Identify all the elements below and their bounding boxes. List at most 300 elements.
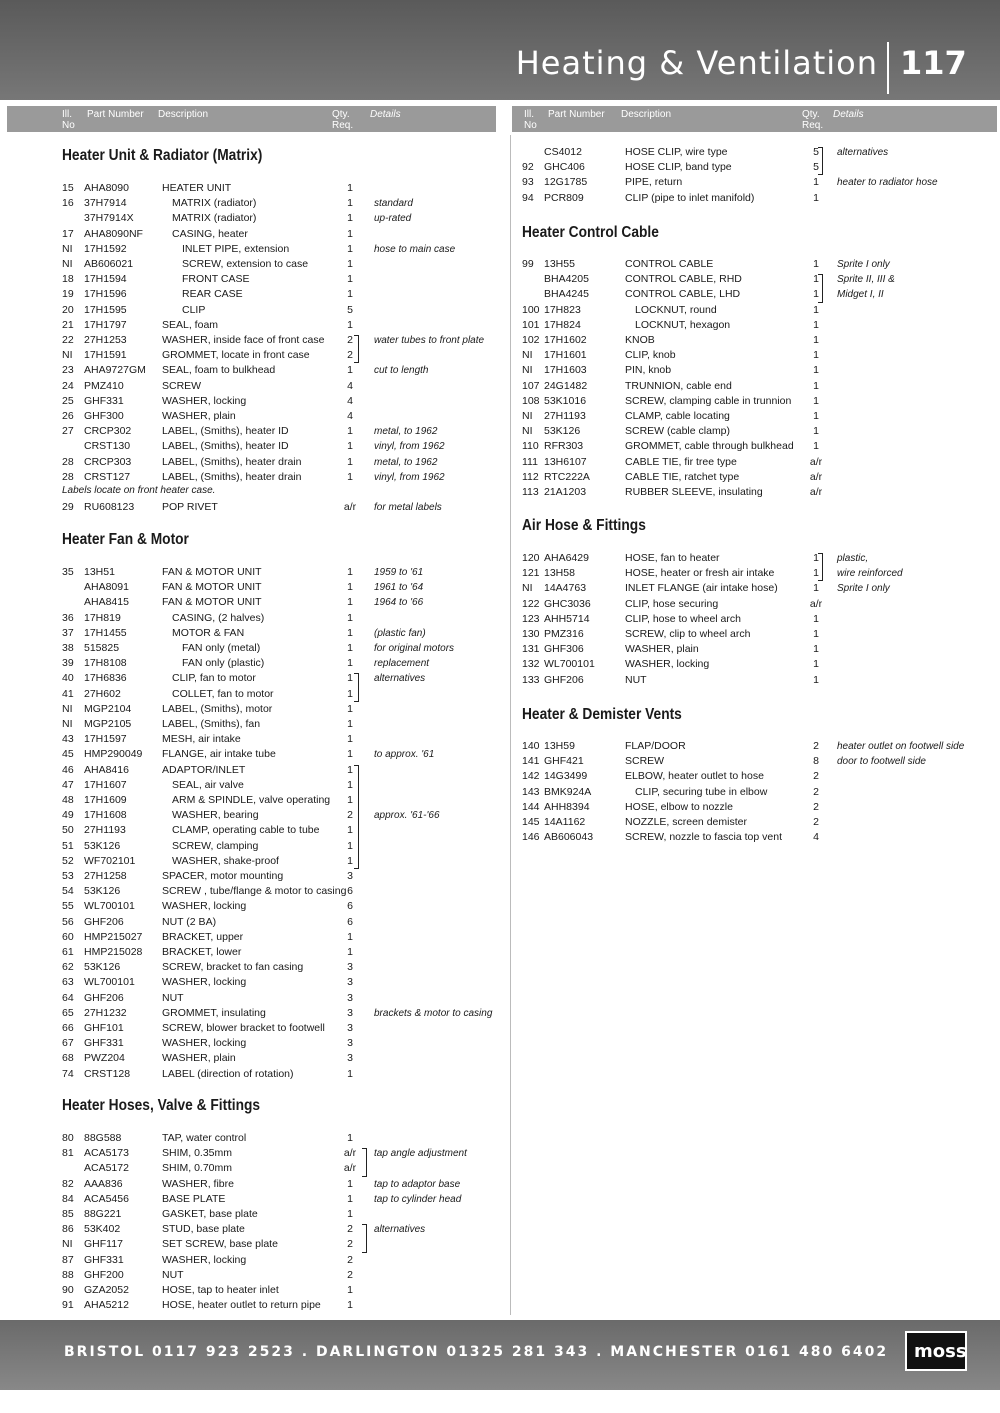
part-number: 17H1603 [544,364,587,377]
table-row [522,830,982,845]
moss-logo [905,1331,967,1371]
description: WASHER, shake-proof [172,854,279,867]
table-row [62,1067,502,1082]
description: HOSE, tap to heater inlet [162,1284,279,1296]
quantity: 1 [347,702,353,715]
description: HEATER UNIT [162,182,232,194]
ill-number: 81 [62,1147,74,1160]
part-number: 17H1594 [84,273,127,286]
quantity: 2 [813,740,819,752]
ill-number: 29 [62,501,74,514]
quantity: 1 [813,394,819,407]
ill-number: 54 [62,885,74,898]
part-number: GHF306 [544,643,584,656]
ill-number: 67 [62,1037,74,1050]
quantity: 2 [347,1238,353,1251]
table-row [62,839,502,854]
description: WASHER, locking [162,394,247,407]
quantity: 1 [347,258,353,270]
part-number: WL700101 [84,900,135,913]
ill-number: 94 [522,191,534,204]
part-number: PCR809 [544,191,584,204]
ill-number: 36 [62,611,74,624]
section-title: Heater Hoses, Valve & Fittings [62,1097,261,1114]
quantity: 1 [347,748,353,761]
part-number: WF702101 [84,854,136,867]
description: SCREW, clamping [172,839,259,852]
description: CLAMP, operating cable to tube [172,824,320,837]
table-row [522,175,982,190]
col-qty: Qty. Req. [332,109,354,131]
table-row [62,884,502,899]
description: FRONT CASE [182,273,250,286]
quantity: 1 [813,643,819,656]
ill-number: 142 [522,770,540,783]
ill-number: 88 [62,1268,74,1281]
table-row [62,1036,502,1051]
quantity: 1 [347,425,353,438]
part-number: PMZ410 [84,379,124,392]
part-number: GHF421 [544,755,584,768]
quantity: 1 [813,582,819,595]
ill-number: NI [522,349,533,362]
table-row [62,671,502,686]
part-number: 53K126 [544,425,581,438]
description: LABEL, (Smiths), heater ID [162,425,289,438]
ill-number: 93 [522,176,534,189]
description: GROMMET, insulating [162,1006,266,1019]
description: HOSE CLIP, wire type [625,146,728,158]
description: NUT [162,991,184,1004]
table-row [522,439,982,454]
description: FAN & MOTOR UNIT [162,596,262,609]
table-row [62,869,502,884]
description: RUBBER SLEEVE, insulating [625,486,763,498]
section-title: Air Hose & Fittings [522,517,646,534]
part-number: CRCP303 [84,455,132,468]
ill-number: 90 [62,1284,74,1296]
description: FAN only (metal) [182,642,261,654]
part-number: 53K1016 [544,394,587,407]
part-number: PMZ316 [544,628,584,640]
quantity: 1 [347,273,353,286]
quantity: 2 [347,1223,353,1236]
part-number: CRST128 [84,1067,131,1080]
quantity: 1 [347,212,353,225]
quantity: 1 [347,455,353,468]
table-row [62,1192,502,1207]
description: SEAL, foam to bulkhead [162,364,276,377]
quantity: 1 [813,440,819,453]
table-row [522,485,982,500]
table-row [62,409,502,424]
description: SEAL, air valve [172,778,244,791]
grouping-brace [354,335,359,363]
part-number: MGP2104 [84,702,132,715]
description: CLIP, securing tube in elbow [635,785,768,798]
description: CABLE TIE, fir tree type [625,455,737,468]
section-title: Heater Unit & Radiator (Matrix) [62,147,263,164]
quantity: 1 [813,425,819,438]
quantity: 1 [347,581,353,594]
part-number: 14G3499 [544,770,588,783]
quantity: 1 [347,1177,353,1190]
table-row [522,627,982,642]
part-number: 13H58 [544,567,575,580]
footer-contacts: BRISTOL 0117 923 2523 . DARLINGTON 01325 281 343 . MANCHESTER 0161 480 6402 [64,1344,889,1360]
quantity: 1 [347,470,353,483]
ill-number: NI [522,364,533,377]
description: PIN, knob [625,364,672,377]
table-row [62,565,502,580]
details: metal, to 1962 [374,426,438,438]
description: SHIM, 0.35mm [162,1147,233,1160]
table-row [62,793,502,808]
table-row [62,991,502,1006]
table-row [62,257,502,272]
description: SCREW , tube/flange & motor to casing [162,885,347,898]
part-number: 13H59 [544,740,575,752]
part-number: 88G221 [84,1208,122,1220]
table-row [62,1298,502,1313]
description: SCREW, extension to case [182,258,309,270]
quantity: 1 [813,349,819,362]
quantity: 2 [813,785,819,798]
table-row [62,915,502,930]
ill-number: 55 [62,900,74,913]
ill-number: NI [522,582,533,595]
ill-number: 130 [522,628,540,640]
description: SCREW (cable clamp) [625,425,731,438]
ill-number: 91 [62,1299,74,1312]
description: SCREW [625,755,665,768]
description: CLIP, hose securing [625,597,719,610]
description: CLIP [182,303,206,316]
ill-number: NI [62,718,73,730]
quantity: 1 [347,626,353,639]
table-row [522,303,982,318]
quantity: 1 [347,318,353,331]
table-row [522,642,982,657]
table-row [62,242,502,257]
column-divider [510,135,511,1315]
table-row [522,333,982,348]
description: WASHER, plain [162,410,236,422]
quantity: 6 [347,885,353,898]
quantity: 2 [347,334,353,346]
details: vinyl, from 1962 [374,471,445,483]
description: MATRIX (radiator) [172,197,257,210]
ill-number: 28 [62,470,74,483]
part-number: AB606021 [84,258,134,270]
ill-number: NI [522,425,533,438]
part-number: AHA5212 [84,1299,129,1312]
table-row [62,1051,502,1066]
quantity: 2 [813,816,819,828]
table-row [62,763,502,778]
description: HOSE, heater outlet to return pipe [162,1299,321,1312]
description: SCREW, nozzle to fascia top vent [625,831,782,844]
ill-number: 122 [522,597,540,610]
part-number: RFR303 [544,440,584,453]
table-row [522,272,982,287]
quantity: 1 [347,946,353,958]
part-number: 27H602 [84,687,121,700]
description: WASHER, plain [162,1052,236,1065]
ill-number: 112 [522,470,539,483]
description: CASING, (2 halves) [172,611,265,624]
quantity: 1 [347,242,353,255]
col-qty: Qty. Req. [802,109,824,131]
quantity: a/r [809,597,823,610]
ill-number: 63 [62,976,74,989]
details: tap to adaptor base [374,1178,461,1190]
ill-number: 17 [62,227,74,240]
description: WASHER, locking [162,976,247,989]
quantity: 1 [347,288,353,301]
description: CONTROL CABLE, LHD [625,288,741,301]
ill-number: 146 [522,831,540,844]
part-number: 17H1601 [544,349,587,362]
table-row [522,363,982,378]
table-row [522,785,982,800]
part-number: 27H1253 [84,334,127,346]
quantity: 4 [813,831,819,844]
part-number: 24G1482 [544,379,588,392]
quantity: a/r [343,1162,357,1175]
part-number: GHC406 [544,161,585,174]
ill-number: 28 [62,455,74,468]
part-number: HMP215028 [84,946,143,958]
table-row [522,815,982,830]
details: for original motors [374,643,455,654]
details: standard [374,198,413,210]
quantity: 5 [813,146,819,158]
ill-number: 38 [62,642,74,654]
table-row [522,424,982,439]
part-number: ACA5173 [84,1147,129,1160]
description: LABEL, (Smiths), heater drain [162,455,302,468]
table-row [62,348,502,363]
ill-number: 121 [522,567,540,580]
quantity: 1 [813,628,819,640]
part-number: BHA4205 [544,273,589,286]
grouping-brace [362,1224,367,1252]
description: BRACKET, lower [162,946,242,958]
quantity: 1 [347,642,353,654]
part-number: GHF200 [84,1268,124,1281]
section-note: Labels locate on front heater case. [62,485,216,496]
part-number: RU608123 [84,501,135,514]
part-number: AHH8394 [544,800,590,813]
quantity: 1 [813,612,819,625]
description: SCREW, blower bracket to footwell [162,1022,325,1034]
details: 1961 to '64 [374,582,424,594]
quantity: 1 [813,334,819,346]
page-number: 117 [900,44,967,82]
description: SHIM, 0.70mm [162,1162,233,1175]
quantity: 1 [347,440,353,453]
description: INLET FLANGE (air intake hose) [625,582,778,595]
description: HOSE, heater or fresh air intake [625,567,775,580]
part-number: 17H1591 [84,349,127,362]
quantity: 1 [347,718,353,730]
table-row [522,739,982,754]
table-row [62,272,502,287]
ill-number: 68 [62,1052,74,1065]
description: LABEL, (Smiths), heater drain [162,470,302,483]
description: LOCKNUT, round [635,303,717,316]
details: door to footwell side [837,756,926,768]
table-row [62,1237,502,1252]
ill-number: 49 [62,809,74,822]
part-number: AHH5714 [544,612,590,625]
table-row [522,597,982,612]
table-row [62,439,502,454]
table-row [62,854,502,869]
quantity: 1 [813,191,819,204]
description: CLIP (pipe to inlet manifold) [625,191,755,204]
ill-number: 108 [522,394,540,407]
part-number: GHF206 [544,673,584,686]
description: WASHER, plain [625,643,699,656]
quantity: 1 [813,567,819,580]
table-row [522,551,982,566]
col-details: Details [370,109,401,120]
part-number: 12G1785 [544,176,588,189]
ill-number: 65 [62,1006,74,1019]
quantity: 6 [347,915,353,928]
table-row [522,145,982,160]
grouping-brace [818,274,823,302]
ill-number: 23 [62,364,74,377]
part-number: 27H1232 [84,1006,127,1019]
quantity: 1 [347,197,353,210]
quantity: 2 [813,800,819,813]
details: plastic, [837,553,869,564]
ill-number: 66 [62,1022,74,1034]
part-number: 53K402 [84,1223,121,1236]
part-number: 13H6107 [544,455,587,468]
ill-number: 87 [62,1253,74,1266]
ill-number: NI [62,242,73,255]
table-row [62,1161,502,1176]
quantity: 1 [347,763,353,776]
description: SCREW, clip to wheel arch [625,628,751,640]
quantity: 1 [813,552,819,564]
description: BASE PLATE [162,1192,226,1205]
part-number: 53K126 [84,839,121,852]
table-row [62,687,502,702]
logo-text: moss [914,1341,967,1362]
description: TAP, water control [162,1132,247,1144]
details: heater to radiator hose [837,177,938,189]
ill-number: 85 [62,1208,74,1220]
ill-number: 37 [62,626,74,639]
ill-number: 84 [62,1192,74,1205]
part-number: HMP215027 [84,930,143,943]
description: WASHER, locking [625,658,710,671]
quantity: 4 [347,410,353,422]
quantity: 5 [813,161,819,174]
section-title: Heater Fan & Motor [62,531,189,548]
description: GROMMET, cable through bulkhead [625,440,794,453]
table-row [62,611,502,626]
ill-number: 107 [522,379,540,392]
details: heater outlet on footwell side [837,741,965,752]
part-number: 17H1797 [84,318,127,331]
quantity: 4 [347,394,353,407]
description: FAN & MOTOR UNIT [162,566,262,578]
ill-number: 40 [62,672,74,685]
ill-number: NI [62,258,73,270]
quantity: 1 [347,687,353,700]
table-row [522,318,982,333]
ill-number: 133 [522,673,540,686]
quantity: a/r [343,501,357,514]
details: approx. '61-'66 [374,810,440,822]
part-number: GHF331 [84,394,124,407]
table-row [62,303,502,318]
ill-number: 60 [62,930,74,943]
description: STUD, base plate [162,1223,245,1236]
part-number: 53K126 [84,885,121,898]
table-row [62,470,502,485]
col-desc: Description [621,109,672,120]
part-number: 17H1607 [84,778,127,791]
table-row [62,641,502,656]
description: SCREW, clamping cable in trunnion [625,394,792,407]
table-row [522,566,982,581]
table-row [522,379,982,394]
quantity: a/r [809,470,823,483]
table-row [62,595,502,610]
details: alternatives [374,1224,426,1236]
part-number: GHF206 [84,991,124,1004]
details: Sprite II, III & [837,274,895,286]
quantity: 5 [347,303,353,316]
col-details: Details [833,109,864,120]
ill-number: 82 [62,1177,74,1190]
part-number: WL700101 [84,976,135,989]
part-number: 17H1596 [84,288,127,301]
quantity: 1 [813,176,819,189]
ill-number: 24 [62,379,74,392]
column-header-right [512,106,997,132]
table-row [62,500,502,515]
details: tap angle adjustment [374,1148,467,1160]
ill-number: 120 [522,552,540,564]
details: replacement [374,658,430,670]
quantity: 1 [347,611,353,624]
table-row [522,287,982,302]
table-row [62,1146,502,1161]
part-number: 17H824 [544,318,581,331]
quantity: 1 [347,1192,353,1205]
quantity: 3 [347,991,353,1004]
grouping-brace [818,147,823,175]
table-row [62,975,502,990]
col-part: Part Number [87,109,144,120]
description: MESH, air intake [162,733,241,746]
ill-number: 145 [522,816,540,828]
part-number: BMK924A [544,785,592,798]
details: 1959 to '61 [374,567,424,578]
description: COLLET, fan to motor [172,687,274,700]
description: SET SCREW, base plate [162,1238,278,1251]
description: CLIP, hose to wheel arch [625,612,741,625]
table-row [62,287,502,302]
